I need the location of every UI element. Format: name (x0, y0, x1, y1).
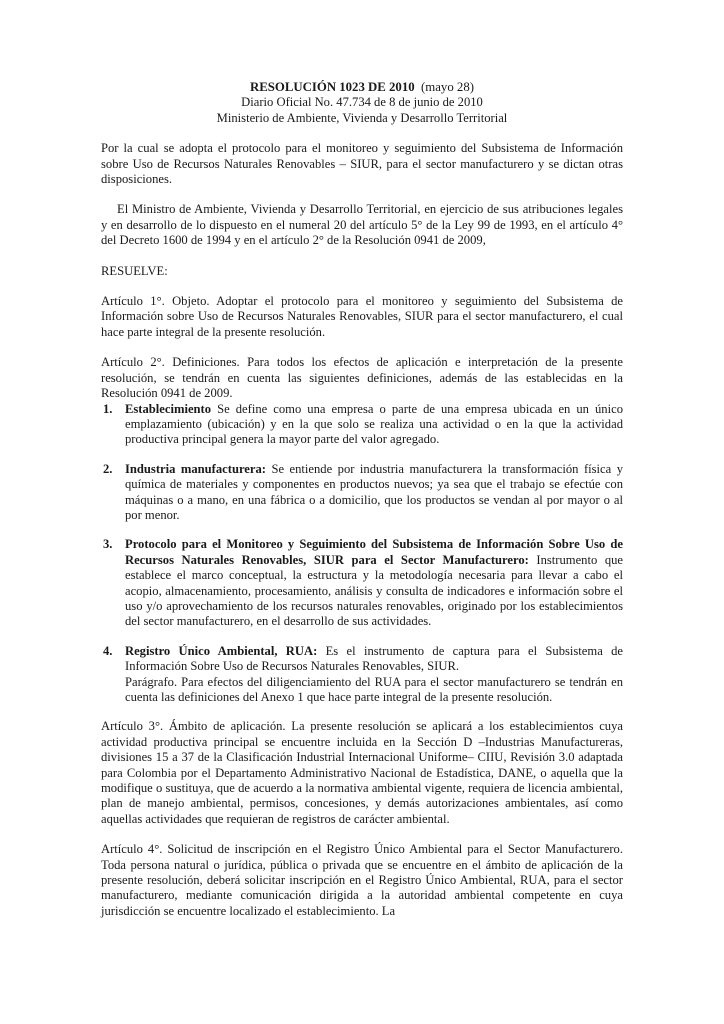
definitions-list (101, 402, 623, 706)
definition-text: Se entiende por industria manufacturera la transformación física y química de materiales y componentes en productos nuevos; ya sea que el trabajo se efectúe con máquinas o a mano, en una fábrica o a domicilio, que los productos se vendan al por mayor o al por menor. (125, 461, 623, 522)
articulo-1: Artículo 1°. Objeto. Adoptar el protocolo para el monitoreo y seguimiento del Subsistema de Información sobre Uso de Recursos Naturales Renovables, SIUR para el sector manufacturero, el cual hace parte integral de la presente resolución. (101, 294, 623, 339)
definition-term: Establecimiento (125, 401, 212, 416)
articulo-3: Artículo 3°. Ámbito de aplicación. La presente resolución se aplicará a los establecimientos cuya actividad productiva principal se encuentre incluida en la Sección D –Industrias Manufactureras, divisiones 15 a 37 de la Clasificación Industrial Internacional Uniforme– CIIU, Revisión 3.0 adaptada para Colombia por el Departamento Administrativo Nacional de Estadística, DANE, o aquella que la modifique o sustituya, que de acuerdo a la normativa ambiental vigente, requiera de licencia ambiental, plan de manejo ambiental, permisos, concesiones, y demás autorizaciones ambientales, así como aquellas actividades que requieran de registros de carácter ambiental. (101, 719, 623, 826)
document-page (101, 80, 623, 934)
document-header (101, 80, 623, 126)
definition-item (101, 537, 623, 629)
considerando-paragraph: El Ministro de Ambiente, Vivienda y Desarrollo Territorial, en ejercicio de sus atribuciones legales y en desarrollo de lo dispuesto en el numeral 20 del artículo 5° de la Ley 99 de 1993, en el artículo 4° del Decreto 1600 de 1994 y en el artículo 2° de la Resolución 0941 de 2009, (101, 202, 623, 248)
intro-paragraph: Por la cual se adopta el protocolo para el monitoreo y seguimiento del Subsistema de Información sobre Uso de Recursos Naturales Renovables – SIUR, para el sector manufacturero y se dictan otras disposiciones. (101, 141, 623, 187)
definition-number: 4. (103, 643, 113, 658)
definition-text: Se define como una empresa o parte de una empresa ubicada en un único emplazamiento (ubicación) y en la que solo se realiza una actividad o en la que la actividad productiva principal genera la mayor parte del valor agregado. (125, 401, 623, 447)
definition-term: Protocolo para el Monitoreo y Seguimiento del Subsistema de Información Sobre Uso de Recursos Naturales Renovables, SIUR para el Sector Manufacturero: (125, 537, 623, 567)
resolution-date: (mayo 28) (421, 80, 474, 94)
paragrafo-text: Parágrafo. Para efectos del diligenciamiento del RUA para el sector manufacturero se tendrán en cuenta las definiciones del Anexo 1 que hace parte integral de la presente resolución. (125, 674, 623, 704)
definition-item (101, 462, 623, 524)
definition-number: 2. (103, 461, 113, 476)
ministerio-line: Ministerio de Ambiente, Vivienda y Desarrollo Territorial (216, 110, 508, 125)
definition-item (101, 402, 623, 448)
definition-number: 1. (103, 401, 113, 416)
title-line (101, 80, 623, 95)
articulo-4: Artículo 4°. Solicitud de inscripción en el Registro Único Ambiental para el Sector Manufacturero. Toda persona natural o jurídica, pública o privada que se encuentre en el ámbito de aplicación de la presente resolución, deberá solicitar inscripción en el Registro Único Ambiental, RUA, para el sector manufacturero, mediante comunicación dirigida a la autoridad ambiental competente en cuya jurisdicción se encuentre localizado el establecimiento. La (101, 842, 623, 918)
definition-item (101, 644, 623, 706)
diario-oficial-line: Diario Oficial No. 47.734 de 8 de junio de 2010 (241, 95, 483, 110)
definition-text: Es el instrumento de captura para el Subsistema de Información Sobre Uso de Recursos Naturales Renovables, SIUR. (125, 643, 623, 674)
definition-text: Instrumento que establece el marco conceptual, la estructura y la metodología necesaria para llevar a cabo el acopio, almacenamiento, procesamiento, análisis y consulta de indicadores e información sobre el uso y/o aprovechamiento de los recursos naturales renovables, originado por los establecimientos del sector manufacturero, en el desarrollo de sus actividades. (125, 552, 624, 629)
definition-term: Registro Único Ambiental, RUA: (125, 643, 318, 658)
definition-number: 3. (103, 537, 113, 552)
definition-term: Industria manufacturera: (125, 461, 266, 476)
resolution-title: RESOLUCIÓN 1023 DE 2010 (250, 80, 415, 94)
resuelve-heading: RESUELVE: (101, 263, 168, 278)
articulo-2: Artículo 2°. Definiciones. Para todos los efectos de aplicación e interpretación de la presente resolución, se tendrán en cuenta las siguientes definiciones, además de las establecidas en la Resolución 0941 de 2009. (101, 355, 623, 401)
